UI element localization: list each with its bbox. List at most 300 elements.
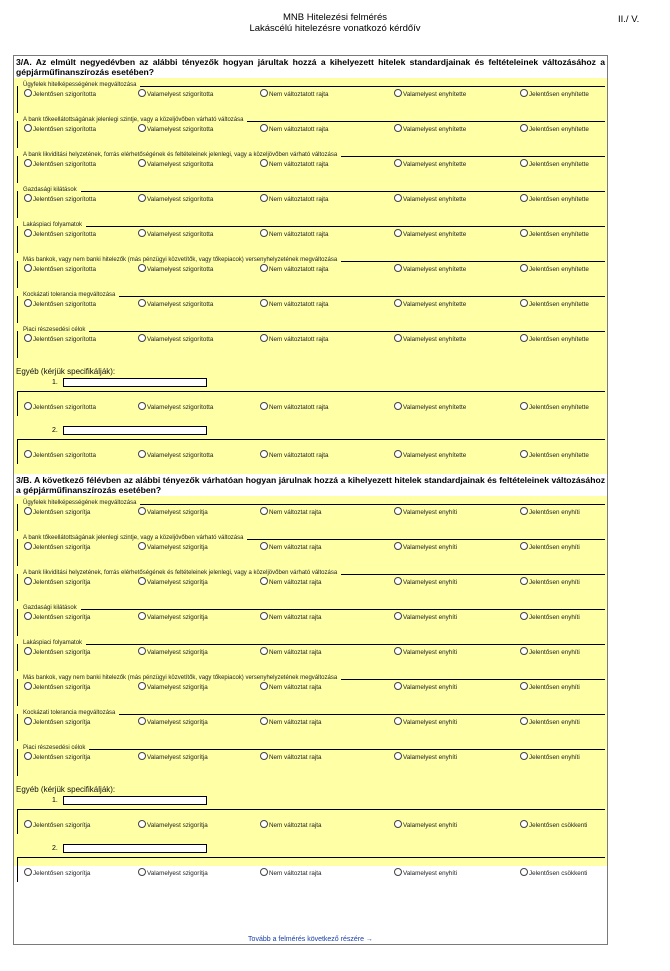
other-factor-group xyxy=(17,439,605,464)
radio-button[interactable] xyxy=(394,89,402,97)
radio-button[interactable] xyxy=(138,159,146,167)
option-3[interactable] xyxy=(260,264,329,273)
option-label: Jelentősen enyhítette xyxy=(529,161,589,168)
option-4[interactable] xyxy=(394,820,457,829)
radio-button[interactable] xyxy=(520,752,528,760)
option-label: Jelentősen szigorítja xyxy=(33,684,91,691)
option-3[interactable] xyxy=(260,124,329,133)
specify-number: 1. xyxy=(52,379,58,386)
group-divider xyxy=(18,439,605,440)
radio-button[interactable] xyxy=(138,752,146,760)
option-5[interactable] xyxy=(520,124,589,133)
option-label: Valamelyest szigorítja xyxy=(147,509,208,516)
option-3[interactable] xyxy=(260,450,329,459)
radio-button[interactable] xyxy=(260,752,268,760)
radio-button[interactable] xyxy=(520,820,528,828)
radio-button[interactable] xyxy=(138,124,146,132)
radio-button[interactable] xyxy=(24,450,32,458)
factor-label: Kockázati tolerancia megváltozása xyxy=(23,292,116,298)
option-label: Jelentősen szigorította xyxy=(33,196,97,203)
option-5[interactable] xyxy=(520,717,580,726)
option-1[interactable] xyxy=(24,194,96,203)
option-5[interactable] xyxy=(520,194,589,203)
option-label: Nem változtat rajta xyxy=(269,754,322,761)
option-5[interactable] xyxy=(520,612,580,621)
option-row xyxy=(20,752,608,764)
option-2[interactable] xyxy=(138,507,208,516)
option-label: Valamelyest szigorította xyxy=(147,161,214,168)
radio-button[interactable] xyxy=(520,682,528,690)
option-row xyxy=(20,450,608,462)
specify-number: 1. xyxy=(52,797,58,804)
radio-button[interactable] xyxy=(394,868,402,876)
group-divider xyxy=(341,574,605,575)
radio-button[interactable] xyxy=(24,717,32,725)
option-label: Jelentősen enyhítette xyxy=(529,196,589,203)
option-label: Valamelyest szigorítja xyxy=(147,649,208,656)
radio-button[interactable] xyxy=(24,577,32,585)
radio-button[interactable] xyxy=(138,717,146,725)
group-divider xyxy=(81,609,605,610)
radio-button[interactable] xyxy=(24,752,32,760)
group-divider xyxy=(18,809,605,810)
option-label: Nem változtat rajta xyxy=(269,822,322,829)
radio-button[interactable] xyxy=(24,229,32,237)
option-label: Valamelyest enyhíti xyxy=(403,544,458,551)
radio-button[interactable] xyxy=(138,612,146,620)
option-2[interactable] xyxy=(138,450,213,459)
option-1[interactable] xyxy=(24,612,90,621)
option-1[interactable] xyxy=(24,647,90,656)
radio-button[interactable] xyxy=(260,820,268,828)
factor-label: Ügyfelek hitelképességének megváltozása xyxy=(23,82,137,88)
radio-button[interactable] xyxy=(260,682,268,690)
option-label: Jelentősen szigorította xyxy=(33,301,97,308)
option-1[interactable] xyxy=(24,334,96,343)
radio-button[interactable] xyxy=(394,507,402,515)
option-4[interactable] xyxy=(394,194,466,203)
radio-button[interactable] xyxy=(520,507,528,515)
radio-button[interactable] xyxy=(24,124,32,132)
option-label: Valamelyest enyhítette xyxy=(403,266,467,273)
radio-button[interactable] xyxy=(24,507,32,515)
option-label: Valamelyest enyhítette xyxy=(403,91,467,98)
option-2[interactable] xyxy=(138,752,208,761)
specify-number: 2. xyxy=(52,427,58,434)
option-label: Valamelyest szigorítja xyxy=(147,684,208,691)
radio-button[interactable] xyxy=(260,89,268,97)
option-5[interactable] xyxy=(520,264,589,273)
option-5[interactable] xyxy=(520,868,587,877)
radio-button[interactable] xyxy=(138,577,146,585)
option-3[interactable] xyxy=(260,334,329,343)
radio-button[interactable] xyxy=(520,868,528,876)
option-5[interactable] xyxy=(520,402,589,411)
radio-button[interactable] xyxy=(520,124,528,132)
option-label: Nem változtatott rajta xyxy=(269,126,329,133)
option-label: Jelentősen enyhítette xyxy=(529,91,589,98)
option-5[interactable] xyxy=(520,89,589,98)
option-2[interactable] xyxy=(138,264,213,273)
radio-button[interactable] xyxy=(394,334,402,342)
option-3[interactable] xyxy=(260,612,322,621)
option-2[interactable] xyxy=(138,159,213,168)
option-3[interactable] xyxy=(260,194,329,203)
option-label: Valamelyest enyhítette xyxy=(403,336,467,343)
option-1[interactable] xyxy=(24,717,90,726)
radio-button[interactable] xyxy=(394,577,402,585)
option-1[interactable] xyxy=(24,752,90,761)
group-divider xyxy=(89,749,605,750)
specify-input[interactable] xyxy=(63,378,207,387)
radio-button[interactable] xyxy=(24,334,32,342)
option-row xyxy=(20,124,608,136)
option-label: Nem változtat rajta xyxy=(269,544,322,551)
option-3[interactable] xyxy=(260,229,329,238)
radio-button[interactable] xyxy=(260,264,268,272)
radio-button[interactable] xyxy=(520,717,528,725)
factor-group xyxy=(17,640,605,671)
radio-button[interactable] xyxy=(394,159,402,167)
option-label: Jelentősen szigorította xyxy=(33,161,97,168)
radio-button[interactable] xyxy=(520,402,528,410)
option-label: Valamelyest szigorította xyxy=(147,452,214,459)
radio-button[interactable] xyxy=(394,299,402,307)
radio-button[interactable] xyxy=(260,402,268,410)
option-1[interactable] xyxy=(24,820,90,829)
factor-group xyxy=(17,117,605,148)
option-1[interactable] xyxy=(24,542,90,551)
radio-button[interactable] xyxy=(260,124,268,132)
radio-button[interactable] xyxy=(24,647,32,655)
factor-label: Lakáspiaci folyamatok xyxy=(23,222,83,228)
option-5[interactable] xyxy=(520,577,580,586)
option-4[interactable] xyxy=(394,868,457,877)
option-label: Jelentősen enyhítette xyxy=(529,404,589,411)
option-2[interactable] xyxy=(138,612,208,621)
option-2[interactable] xyxy=(138,542,208,551)
option-2[interactable] xyxy=(138,299,213,308)
option-label: Valamelyest enyhíti xyxy=(403,822,458,829)
option-label: Valamelyest enyhítette xyxy=(403,404,467,411)
option-2[interactable] xyxy=(138,89,213,98)
radio-button[interactable] xyxy=(394,194,402,202)
option-2[interactable] xyxy=(138,577,208,586)
option-4[interactable] xyxy=(394,124,466,133)
specify-input[interactable] xyxy=(63,426,207,435)
option-label: Nem változtatott rajta xyxy=(269,91,329,98)
option-1[interactable] xyxy=(24,577,90,586)
option-2[interactable] xyxy=(138,717,208,726)
radio-button[interactable] xyxy=(260,334,268,342)
option-row xyxy=(20,717,608,729)
option-1[interactable] xyxy=(24,682,90,691)
radio-button[interactable] xyxy=(138,299,146,307)
option-label: Valamelyest szigorította xyxy=(147,266,214,273)
specify-row xyxy=(14,843,607,857)
option-5[interactable] xyxy=(520,450,589,459)
radio-button[interactable] xyxy=(24,682,32,690)
option-label: Valamelyest szigorította xyxy=(147,231,214,238)
option-3[interactable] xyxy=(260,682,322,691)
option-row xyxy=(20,542,608,554)
option-label: Jelentősen enyhíti xyxy=(529,649,580,656)
option-1[interactable] xyxy=(24,159,96,168)
radio-button[interactable] xyxy=(520,577,528,585)
radio-button[interactable] xyxy=(260,194,268,202)
radio-button[interactable] xyxy=(138,402,146,410)
radio-button[interactable] xyxy=(260,647,268,655)
radio-button[interactable] xyxy=(24,159,32,167)
radio-button[interactable] xyxy=(394,124,402,132)
option-row xyxy=(20,682,608,694)
radio-button[interactable] xyxy=(138,194,146,202)
radio-button[interactable] xyxy=(394,264,402,272)
option-3[interactable] xyxy=(260,89,329,98)
option-label: Jelentősen enyhíti xyxy=(529,614,580,621)
radio-button[interactable] xyxy=(394,647,402,655)
factor-label: Lakáspiaci folyamatok xyxy=(23,640,83,646)
radio-button[interactable] xyxy=(260,542,268,550)
other-factor-group xyxy=(17,809,605,834)
option-5[interactable] xyxy=(520,542,580,551)
option-4[interactable] xyxy=(394,402,466,411)
option-5[interactable] xyxy=(520,229,589,238)
radio-button[interactable] xyxy=(520,159,528,167)
radio-button[interactable] xyxy=(260,577,268,585)
radio-button[interactable] xyxy=(138,820,146,828)
option-2[interactable] xyxy=(138,820,208,829)
radio-button[interactable] xyxy=(520,612,528,620)
option-label: Jelentősen szigorította xyxy=(33,336,97,343)
option-4[interactable] xyxy=(394,229,466,238)
option-label: Jelentősen szigorítja xyxy=(33,754,91,761)
section-3b-answers xyxy=(14,496,607,877)
option-label: Nem változtat rajta xyxy=(269,509,322,516)
option-1[interactable] xyxy=(24,299,96,308)
option-4[interactable] xyxy=(394,507,457,516)
option-3[interactable] xyxy=(260,820,322,829)
option-1[interactable] xyxy=(24,450,96,459)
option-label: Valamelyest enyhíti xyxy=(403,684,458,691)
radio-button[interactable] xyxy=(260,507,268,515)
option-5[interactable] xyxy=(520,159,589,168)
radio-button[interactable] xyxy=(260,159,268,167)
option-2[interactable] xyxy=(138,682,208,691)
option-3[interactable] xyxy=(260,402,329,411)
option-2[interactable] xyxy=(138,194,213,203)
radio-button[interactable] xyxy=(138,868,146,876)
group-divider xyxy=(86,644,605,645)
option-1[interactable] xyxy=(24,124,96,133)
option-label: Nem változtatott rajta xyxy=(269,266,329,273)
radio-button[interactable] xyxy=(260,450,268,458)
option-row xyxy=(20,612,608,624)
option-3[interactable] xyxy=(260,577,322,586)
option-3[interactable] xyxy=(260,542,322,551)
option-label: Jelentősen enyhíti xyxy=(529,754,580,761)
specify-input[interactable] xyxy=(63,844,207,853)
option-label: Jelentősen szigorította xyxy=(33,91,97,98)
option-label: Nem változtat rajta xyxy=(269,684,322,691)
radio-button[interactable] xyxy=(138,89,146,97)
next-section-link[interactable]: Tovább a felmérés következő részére → xyxy=(248,936,373,943)
radio-button[interactable] xyxy=(138,450,146,458)
option-3[interactable] xyxy=(260,868,322,877)
radio-button[interactable] xyxy=(520,450,528,458)
option-5[interactable] xyxy=(520,752,580,761)
option-1[interactable] xyxy=(24,868,90,877)
option-3[interactable] xyxy=(260,752,322,761)
option-label: Valamelyest enyhítette xyxy=(403,161,467,168)
option-label: Jelentősen szigorítja xyxy=(33,719,91,726)
radio-button[interactable] xyxy=(138,507,146,515)
radio-button[interactable] xyxy=(260,612,268,620)
option-label: Valamelyest szigorította xyxy=(147,91,214,98)
radio-button[interactable] xyxy=(520,299,528,307)
group-divider xyxy=(341,679,605,680)
option-3[interactable] xyxy=(260,647,322,656)
option-4[interactable] xyxy=(394,542,457,551)
option-label: Nem változtatott rajta xyxy=(269,404,329,411)
radio-button[interactable] xyxy=(394,612,402,620)
option-5[interactable] xyxy=(520,682,580,691)
group-divider xyxy=(341,156,605,157)
radio-button[interactable] xyxy=(520,647,528,655)
option-2[interactable] xyxy=(138,229,213,238)
option-1[interactable] xyxy=(24,89,96,98)
option-row xyxy=(20,647,608,659)
option-row xyxy=(20,194,608,206)
option-4[interactable] xyxy=(394,717,457,726)
radio-button[interactable] xyxy=(24,820,32,828)
option-1[interactable] xyxy=(24,229,96,238)
radio-button[interactable] xyxy=(260,868,268,876)
radio-button[interactable] xyxy=(24,542,32,550)
option-4[interactable] xyxy=(394,450,466,459)
radio-button[interactable] xyxy=(394,820,402,828)
factor-group xyxy=(17,745,605,776)
radio-button[interactable] xyxy=(394,542,402,550)
radio-button[interactable] xyxy=(394,450,402,458)
specify-row xyxy=(14,377,607,391)
option-2[interactable] xyxy=(138,647,208,656)
specify-number: 2. xyxy=(52,845,58,852)
radio-button[interactable] xyxy=(394,402,402,410)
option-4[interactable] xyxy=(394,89,466,98)
option-label: Jelentősen szigorította xyxy=(33,266,97,273)
option-2[interactable] xyxy=(138,868,208,877)
radio-button[interactable] xyxy=(24,299,32,307)
radio-button[interactable] xyxy=(394,752,402,760)
radio-button[interactable] xyxy=(24,89,32,97)
option-2[interactable] xyxy=(138,124,213,133)
option-label: Valamelyest szigorítja xyxy=(147,870,208,877)
radio-button[interactable] xyxy=(138,229,146,237)
radio-button[interactable] xyxy=(394,717,402,725)
option-row xyxy=(20,89,608,101)
option-4[interactable] xyxy=(394,647,457,656)
radio-button[interactable] xyxy=(260,299,268,307)
option-label: Nem változtat rajta xyxy=(269,614,322,621)
option-2[interactable] xyxy=(138,402,213,411)
radio-button[interactable] xyxy=(520,89,528,97)
radio-button[interactable] xyxy=(24,264,32,272)
option-5[interactable] xyxy=(520,647,580,656)
radio-button[interactable] xyxy=(138,682,146,690)
factor-label: Piaci részesedési célok xyxy=(23,745,86,751)
option-5[interactable] xyxy=(520,299,589,308)
option-4[interactable] xyxy=(394,752,457,761)
option-3[interactable] xyxy=(260,159,329,168)
radio-button[interactable] xyxy=(520,264,528,272)
radio-button[interactable] xyxy=(24,194,32,202)
option-3[interactable] xyxy=(260,717,322,726)
option-label: Jelentősen csökkenti xyxy=(529,822,588,829)
option-label: Valamelyest enyhíti xyxy=(403,649,458,656)
radio-button[interactable] xyxy=(520,229,528,237)
option-3[interactable] xyxy=(260,299,329,308)
radio-button[interactable] xyxy=(520,194,528,202)
option-4[interactable] xyxy=(394,299,466,308)
option-2[interactable] xyxy=(138,334,213,343)
option-4[interactable] xyxy=(394,682,457,691)
specify-row xyxy=(14,795,607,809)
radio-button[interactable] xyxy=(138,334,146,342)
specify-input[interactable] xyxy=(63,796,207,805)
radio-button[interactable] xyxy=(260,717,268,725)
option-4[interactable] xyxy=(394,159,466,168)
radio-button[interactable] xyxy=(24,402,32,410)
option-1[interactable] xyxy=(24,264,96,273)
option-5[interactable] xyxy=(520,820,587,829)
radio-button[interactable] xyxy=(520,334,528,342)
group-divider xyxy=(89,331,605,332)
radio-button[interactable] xyxy=(394,682,402,690)
option-5[interactable] xyxy=(520,334,589,343)
option-row xyxy=(20,159,608,171)
option-5[interactable] xyxy=(520,507,580,516)
radio-button[interactable] xyxy=(24,868,32,876)
factor-group xyxy=(17,152,605,183)
radio-button[interactable] xyxy=(138,264,146,272)
radio-button[interactable] xyxy=(24,612,32,620)
radio-button[interactable] xyxy=(138,542,146,550)
radio-button[interactable] xyxy=(138,647,146,655)
factor-label: Ügyfelek hitelképességének megváltozása xyxy=(23,500,137,506)
option-label: Valamelyest szigorította xyxy=(147,336,214,343)
option-4[interactable] xyxy=(394,612,457,621)
option-4[interactable] xyxy=(394,264,466,273)
page-number: II./ V. xyxy=(618,14,640,25)
factor-label: Más bankok, vagy nem banki hitelezők (más pénzügyi közvetítők, vagy tőkepiacok) versenyhelyzetének megváltozása xyxy=(23,257,338,263)
option-1[interactable] xyxy=(24,402,96,411)
questionnaire-form xyxy=(13,55,608,945)
radio-button[interactable] xyxy=(394,229,402,237)
radio-button[interactable] xyxy=(260,229,268,237)
option-label: Valamelyest enyhíti xyxy=(403,719,458,726)
option-1[interactable] xyxy=(24,507,90,516)
question-3a: 3/A. Az elmúlt negyedévben az alábbi tényezők hogyan járultak hozzá a kihelyezett hitelek standardjainak és feltételeinek változásához a gépjárműfinanszírozás esetében? xyxy=(16,57,605,77)
form-title: MNB Hitelezési felmérés xyxy=(283,12,387,23)
option-3[interactable] xyxy=(260,507,322,516)
option-4[interactable] xyxy=(394,577,457,586)
option-label: Jelentősen enyhíti xyxy=(529,719,580,726)
radio-button[interactable] xyxy=(520,542,528,550)
option-label: Jelentősen szigorította xyxy=(33,126,97,133)
group-divider xyxy=(86,226,605,227)
option-4[interactable] xyxy=(394,334,466,343)
